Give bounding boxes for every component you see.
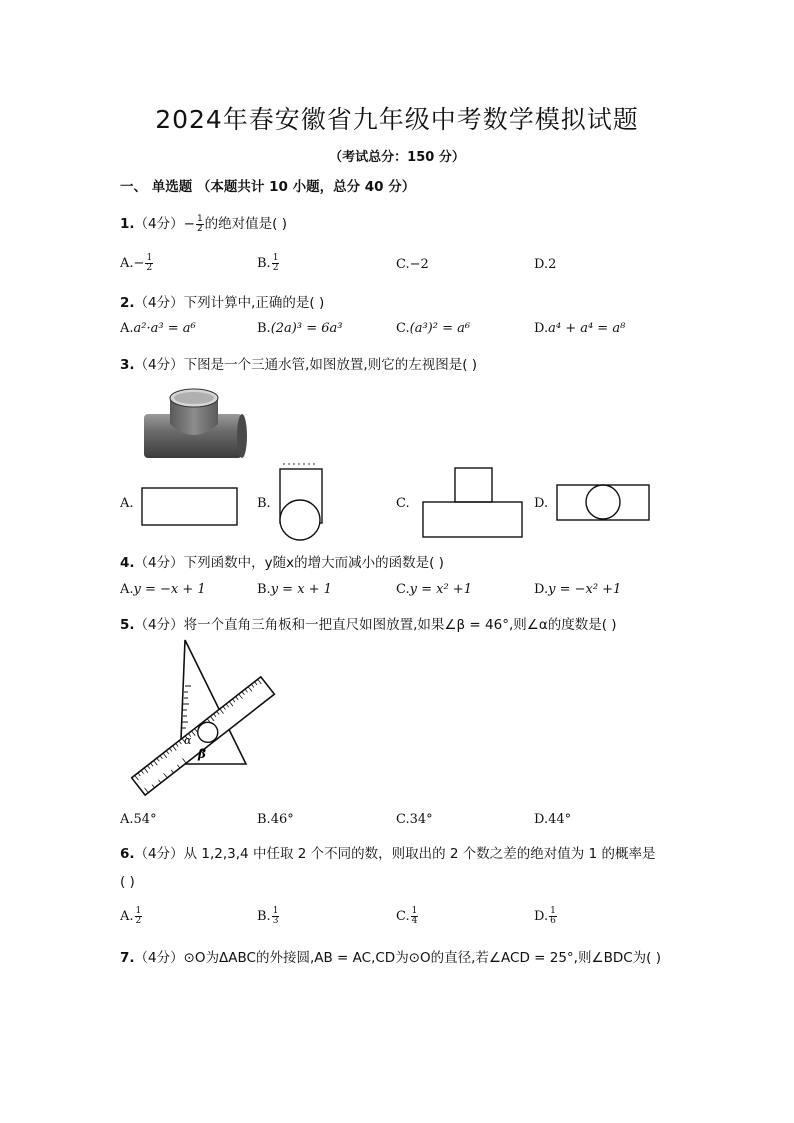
option-b-figure [275, 462, 327, 542]
option-c [396, 257, 429, 272]
fraction-denominator: 2 [146, 263, 153, 273]
option-b [257, 907, 280, 926]
option-d [534, 582, 621, 597]
question-text: 将一个直角三角板和一把直尺如图放置,如果∠β = 46°,则∠α的度数是( ) [183, 617, 617, 633]
fraction [135, 907, 143, 926]
fraction-numerator: 1 [550, 906, 556, 916]
question-score: （4分） [134, 295, 184, 311]
fraction [411, 907, 419, 926]
question-4 [120, 551, 444, 571]
fraction-numerator: 1 [146, 253, 153, 263]
exam-total-score: （考试总分：150 分） [329, 150, 465, 165]
question-1 [120, 212, 287, 234]
question-score: （4分） [134, 216, 184, 232]
option-label: D. [534, 257, 549, 272]
fraction-numerator: 1 [135, 906, 142, 916]
fraction-denominator: 4 [411, 916, 418, 926]
minus-sign: − [183, 216, 195, 232]
minus-sign: − [133, 256, 145, 271]
option-label: A. [120, 582, 134, 597]
option-b [257, 812, 294, 827]
question-score: （4分） [134, 555, 184, 571]
option-label: B. [257, 256, 271, 271]
option-d [534, 812, 571, 827]
option-a: A. [120, 496, 134, 511]
question-5 [120, 613, 617, 633]
option-b [257, 321, 342, 336]
question-score: （4分） [134, 950, 184, 966]
triangle-ruler-figure [128, 636, 278, 804]
three-way-pipe-figure [140, 384, 250, 460]
option-d [534, 257, 556, 272]
question-text: 从 1,2,3,4 中任取 2 个不同的数，则取出的 2 个数之差的绝对值为 1 的概率是 [183, 846, 656, 862]
option-label: B. [257, 909, 271, 924]
option-text: (2a)³ = 6a³ [270, 321, 343, 336]
option-c [396, 812, 433, 827]
option-c [396, 321, 470, 336]
option-b [257, 254, 280, 273]
page-title: 2024年春安徽省九年级中考数学模拟试题 [155, 105, 639, 134]
option-label: A. [120, 321, 134, 336]
option-text: 34° [409, 812, 433, 827]
fraction [272, 254, 280, 273]
option-label: C. [396, 582, 410, 597]
option-text: 2 [548, 257, 557, 272]
option-b [257, 582, 332, 597]
question-score: （4分） [134, 617, 184, 633]
angle-beta-label: β [198, 747, 206, 761]
option-a-rectangle-figure [140, 486, 240, 528]
option-text: 44° [548, 812, 572, 827]
option-label: B. [257, 582, 271, 597]
option-text: a²·a³ = a⁶ [133, 321, 196, 336]
option-label: C. [396, 321, 410, 336]
fraction [196, 215, 204, 234]
option-a [120, 254, 154, 273]
option-text: −2 [409, 257, 429, 272]
option-text: 46° [270, 812, 294, 827]
option-label: D. [534, 909, 549, 924]
option-a [120, 907, 143, 926]
section-heading: 一、 单选题 （本题共计 10 小题，总分 40 分） [120, 179, 416, 195]
question-number: 7. [120, 950, 135, 966]
option-label: B. [257, 321, 271, 336]
question-3 [120, 353, 477, 373]
fraction-numerator: 1 [411, 906, 418, 916]
question-number: 5. [120, 617, 135, 633]
question-7 [120, 946, 661, 966]
option-label: C. [396, 812, 410, 827]
question-text: 下图是一个三通水管,如图放置,则它的左视图是( ) [183, 357, 478, 373]
fraction-denominator: 6 [550, 916, 556, 926]
angle-alpha-label: α [184, 734, 192, 747]
fraction-denominator: 2 [196, 223, 203, 234]
question-number: 1. [120, 216, 135, 232]
option-label: A. [120, 812, 134, 827]
option-a [120, 582, 206, 597]
fraction-numerator: 1 [272, 253, 279, 263]
option-d [534, 907, 558, 926]
option-text: y = x² +1 [409, 582, 472, 597]
option-label: D. [534, 812, 549, 827]
fraction-denominator: 3 [272, 916, 279, 926]
option-d-figure [554, 482, 654, 524]
option-label: C. [396, 257, 410, 272]
ruler [132, 677, 275, 795]
option-label: D. [534, 582, 549, 597]
question-number: 3. [120, 357, 135, 373]
question-number: 6. [120, 846, 135, 862]
option-text: y = x + 1 [270, 582, 332, 597]
question-number: 2. [120, 295, 135, 311]
option-label: D. [534, 321, 549, 336]
question-6-blank: ( ) [120, 874, 135, 890]
option-label: A. [120, 256, 134, 271]
option-a [120, 321, 196, 336]
option-text: y = −x² +1 [548, 582, 622, 597]
option-label: A. [120, 909, 134, 924]
fraction-denominator: 2 [135, 916, 142, 926]
option-text: a⁴ + a⁴ = a⁸ [548, 321, 626, 336]
question-text: ⊙O为ΔABC的外接圆,AB = AC,CD为⊙O的直径,若∠ACD = 25°,则∠BDC为( ) [183, 950, 661, 966]
option-d: D. [534, 496, 549, 511]
question-2 [120, 291, 324, 311]
option-text: (a³)² = a⁶ [409, 321, 471, 336]
option-c [396, 907, 419, 926]
question-score: （4分） [134, 357, 184, 373]
option-c [396, 582, 472, 597]
question-6 [120, 842, 655, 862]
option-b: B. [257, 496, 271, 511]
fraction [549, 907, 557, 926]
option-c-t-shape-figure [420, 465, 526, 541]
fraction [145, 254, 153, 273]
question-text: 的绝对值是( ) [204, 216, 287, 232]
option-text: 54° [133, 812, 157, 827]
option-text: y = −x + 1 [133, 582, 206, 597]
fraction-numerator: 1 [272, 906, 279, 916]
question-text: 下列计算中,正确的是( ) [183, 295, 325, 311]
fraction [272, 907, 280, 926]
option-c: C. [396, 496, 410, 511]
fraction-numerator: 1 [196, 213, 203, 224]
fraction-denominator: 2 [272, 263, 279, 273]
option-label: B. [257, 812, 271, 827]
option-d [534, 321, 625, 336]
question-score: （4分） [134, 846, 184, 862]
question-number: 4. [120, 555, 135, 571]
option-label: C. [396, 909, 410, 924]
option-a [120, 812, 157, 827]
question-text: 下列函数中，y随x的增大而减小的函数是( ) [183, 555, 444, 571]
